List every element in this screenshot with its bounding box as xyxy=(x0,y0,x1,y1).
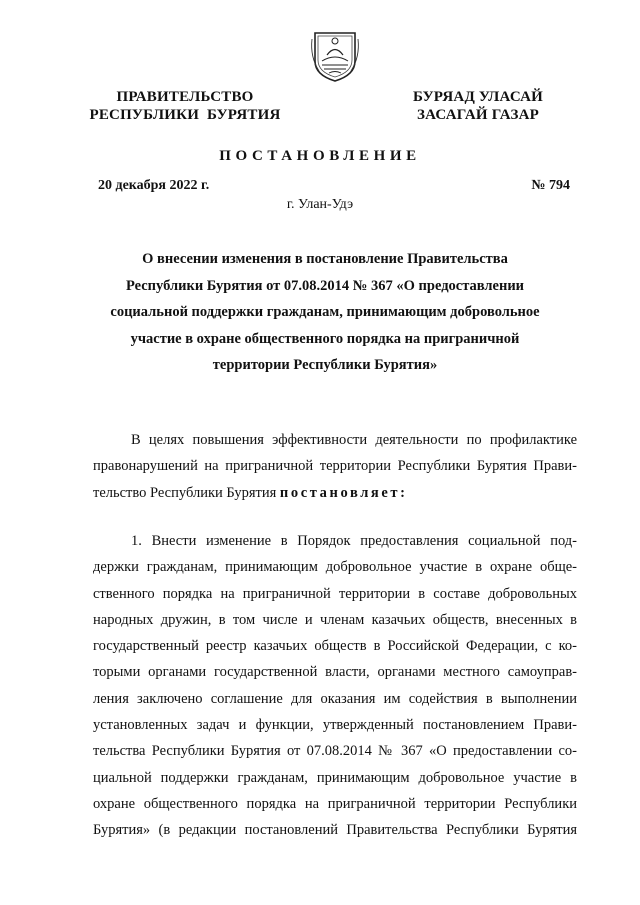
paragraph-line: торыми органами государственной власти, органами местного самоуправ- xyxy=(93,664,577,681)
paragraph-line: тельства Республики Бурятия от 07.08.2014 № 367 «О предоставлении со- xyxy=(93,743,577,760)
paragraph-line: государственный реестр казачьих обществ в Российской Федерации, с ко- xyxy=(93,638,577,655)
document-city: г. Улан-Удэ xyxy=(286,197,354,212)
document-number: № 794 xyxy=(531,178,570,193)
government-header-russian xyxy=(80,88,290,124)
document-type: ПОСТАНОВЛЕНИЕ xyxy=(219,148,421,164)
header-right-line1: БУРЯАД УЛАСАЙ xyxy=(412,89,544,105)
preamble-paragraph xyxy=(93,427,577,506)
title-line: территории Республики Бурятия» xyxy=(212,357,438,373)
paragraph-line: ления заключено соглашение для оказания им содействия в выполнении xyxy=(93,690,577,707)
title-line: участие в охране общественного порядка на приграничной xyxy=(130,330,520,347)
preamble-line: правонарушений на приграничной территории Республики Бурятия Прави- xyxy=(93,458,577,475)
paragraph-line: циальной поддержки гражданам, принимающим добровольное участие в xyxy=(93,769,577,786)
paragraph-line: держки гражданам, принимающим добровольное участие в охране обще- xyxy=(93,559,577,576)
title-line: О внесении изменения в постановление Правительства xyxy=(142,251,508,267)
paragraph-line: охране общественного порядка на приграничной территории Республики xyxy=(93,795,577,812)
paragraph-line: Бурятия» (в редакции постановлений Правительства Республики Бурятия xyxy=(93,822,577,839)
paragraph-1 xyxy=(93,528,577,844)
preamble-line-final xyxy=(93,480,577,506)
preamble-text: тельство Республики Бурятия xyxy=(93,484,280,501)
resolution-keyword: постановляет: xyxy=(279,484,408,501)
header-left-line2: РЕСПУБЛИКИ БУРЯТИЯ xyxy=(89,107,281,123)
document-date: 20 декабря 2022 г. xyxy=(98,178,210,193)
paragraph-line: народных дружин, в том числе и членам казачьих обществ, внесенных в xyxy=(93,611,577,628)
preamble-line: В целях повышения эффективности деятельности по профилактике xyxy=(131,432,577,448)
title-line: социальной поддержки гражданам, принимающим добровольное xyxy=(110,304,540,320)
paragraph-line: 1. Внести изменение в Порядок предоставления социальной под- xyxy=(131,533,577,549)
header-left-line1: ПРАВИТЕЛЬСТВО xyxy=(116,89,254,105)
header-right-line2: ЗАСАГАЙ ГАЗАР xyxy=(417,107,539,123)
coat-of-arms-emblem-icon xyxy=(309,27,361,83)
government-header-buryat xyxy=(388,88,568,124)
paragraph-line: ственного порядка на приграничной территории в составе добровольных xyxy=(93,585,577,602)
title-line: Республики Бурятия от 07.08.2014 № 367 «О предоставлении xyxy=(125,277,525,294)
document-title xyxy=(95,246,555,379)
paragraph-line: установленных задач и функции, утвержденный постановлением Прави- xyxy=(93,717,577,734)
